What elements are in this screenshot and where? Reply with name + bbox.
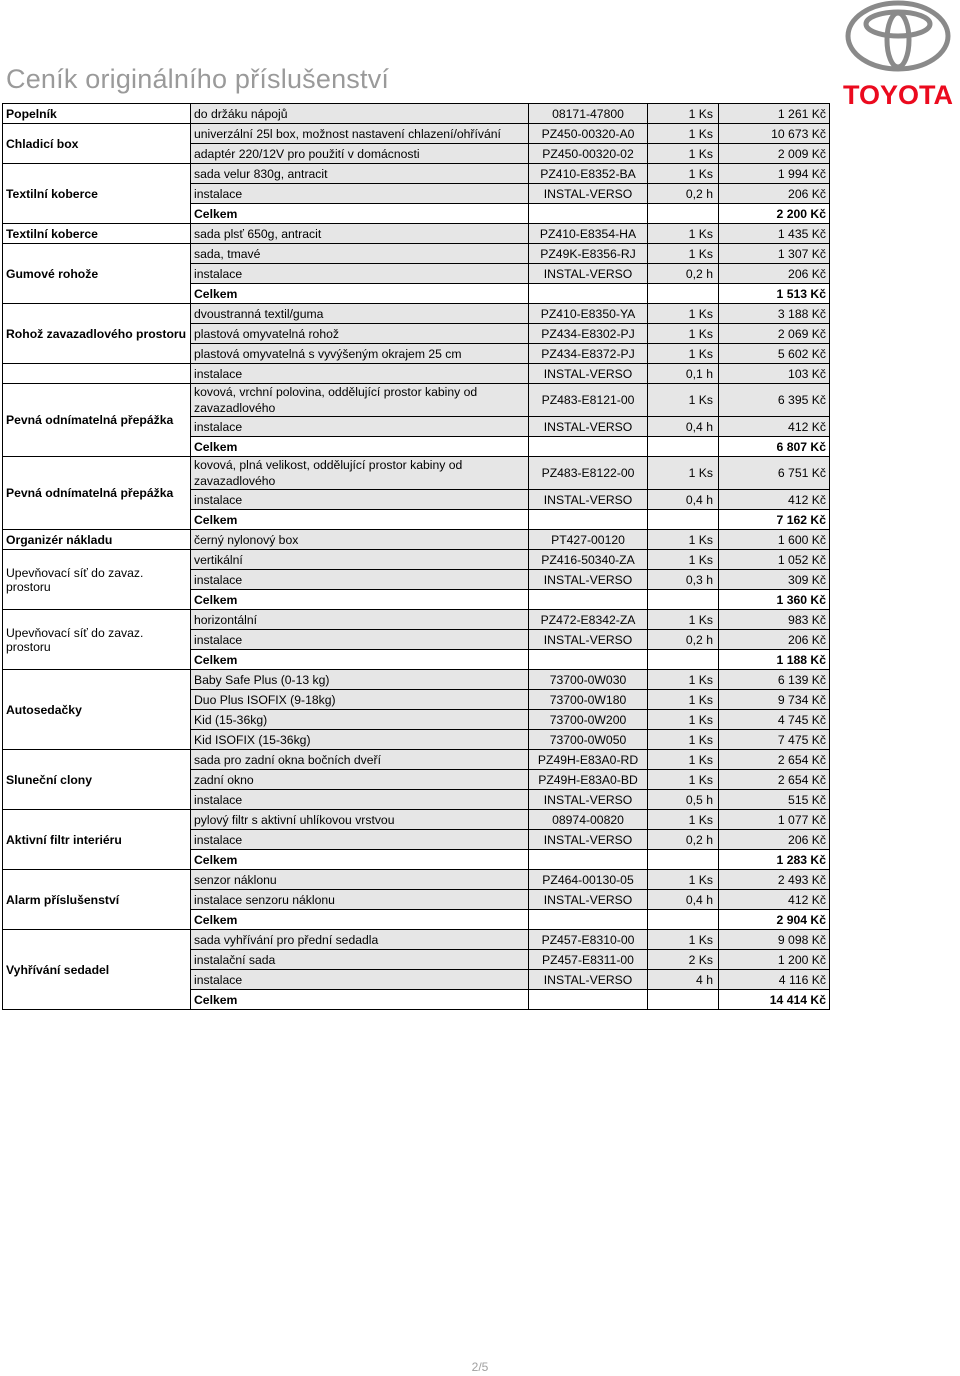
item-quantity: 2 Ks	[648, 950, 719, 970]
item-description: kovová, vrchní polovina, oddělující prostor kabiny od zavazadlového	[191, 384, 529, 417]
item-price: 10 673 Kč	[719, 124, 830, 144]
item-price: 1 307 Kč	[719, 244, 830, 264]
table-row	[3, 530, 830, 550]
item-price: 6 751 Kč	[719, 457, 830, 490]
item-price: 2 200 Kč	[719, 204, 830, 224]
item-description: Kid (15-36kg)	[191, 710, 529, 730]
item-code: 73700-0W180	[529, 690, 648, 710]
table-row	[3, 124, 830, 144]
item-code: INSTAL-VERSO	[529, 490, 648, 510]
item-price: 1 283 Kč	[719, 850, 830, 870]
item-quantity	[648, 650, 719, 670]
item-quantity	[648, 204, 719, 224]
item-quantity: 0,4 h	[648, 490, 719, 510]
item-quantity: 1 Ks	[648, 810, 719, 830]
item-price: 6 395 Kč	[719, 384, 830, 417]
item-code: INSTAL-VERSO	[529, 364, 648, 384]
table-row	[3, 364, 830, 384]
item-description: instalace	[191, 570, 529, 590]
item-code	[529, 650, 648, 670]
item-quantity	[648, 850, 719, 870]
item-quantity: 1 Ks	[648, 104, 719, 124]
item-description: instalace	[191, 790, 529, 810]
item-price: 6 807 Kč	[719, 437, 830, 457]
item-description: Celkem	[191, 910, 529, 930]
item-price: 2 904 Kč	[719, 910, 830, 930]
item-quantity: 1 Ks	[648, 164, 719, 184]
item-price: 3 188 Kč	[719, 304, 830, 324]
item-code: PZ457-E8310-00	[529, 930, 648, 950]
item-price: 7 475 Kč	[719, 730, 830, 750]
item-price: 412 Kč	[719, 490, 830, 510]
group-label: Chladicí box	[3, 124, 191, 164]
item-quantity: 4 h	[648, 970, 719, 990]
item-price: 1 261 Kč	[719, 104, 830, 124]
item-code	[529, 284, 648, 304]
item-description: Kid ISOFIX (15-36kg)	[191, 730, 529, 750]
group-label: Upevňovací síť do zavaz. prostoru	[3, 550, 191, 610]
item-description: instalace	[191, 970, 529, 990]
item-description: plastová omyvatelná s vyvýšeným okrajem 25 cm	[191, 344, 529, 364]
item-quantity: 1 Ks	[648, 224, 719, 244]
item-price: 2 493 Kč	[719, 870, 830, 890]
item-description: Duo Plus ISOFIX (9-18kg)	[191, 690, 529, 710]
item-description: instalace	[191, 364, 529, 384]
item-price: 4 745 Kč	[719, 710, 830, 730]
item-code: INSTAL-VERSO	[529, 790, 648, 810]
item-quantity: 0,2 h	[648, 184, 719, 204]
item-quantity: 1 Ks	[648, 610, 719, 630]
page-title: Ceník originálního příslušenství	[6, 64, 390, 94]
item-description: horizontální	[191, 610, 529, 630]
item-description: Celkem	[191, 284, 529, 304]
item-quantity: 0,1 h	[648, 364, 719, 384]
item-code: PZ457-E8311-00	[529, 950, 648, 970]
item-code: PZ49K-E8356-RJ	[529, 244, 648, 264]
item-price: 5 602 Kč	[719, 344, 830, 364]
item-quantity: 1 Ks	[648, 530, 719, 550]
item-description: senzor náklonu	[191, 870, 529, 890]
item-price: 2 009 Kč	[719, 144, 830, 164]
price-table	[2, 103, 830, 1010]
item-code: INSTAL-VERSO	[529, 970, 648, 990]
item-code: PZ49H-E83A0-BD	[529, 770, 648, 790]
toyota-logo	[836, 0, 960, 108]
item-price: 1 600 Kč	[719, 530, 830, 550]
group-label: Upevňovací síť do zavaz. prostoru	[3, 610, 191, 670]
item-code: INSTAL-VERSO	[529, 830, 648, 850]
item-description: instalace	[191, 417, 529, 437]
item-code: PT427-00120	[529, 530, 648, 550]
item-code: 73700-0W030	[529, 670, 648, 690]
item-price: 206 Kč	[719, 830, 830, 850]
item-quantity: 0,2 h	[648, 830, 719, 850]
item-price: 1 077 Kč	[719, 810, 830, 830]
item-code: PZ483-E8121-00	[529, 384, 648, 417]
table-row	[3, 384, 830, 417]
item-description: Celkem	[191, 204, 529, 224]
group-label: Autosedačky	[3, 670, 191, 750]
item-description: pylový filtr s aktivní uhlíkovou vrstvou	[191, 810, 529, 830]
item-description: sada vyhřívání pro přední sedadla	[191, 930, 529, 950]
item-description: Baby Safe Plus (0-13 kg)	[191, 670, 529, 690]
item-price: 515 Kč	[719, 790, 830, 810]
item-price: 206 Kč	[719, 184, 830, 204]
item-description: černý nylonový box	[191, 530, 529, 550]
item-code: PZ410-E8350-YA	[529, 304, 648, 324]
item-quantity: 0,4 h	[648, 417, 719, 437]
item-description: sada, tmavé	[191, 244, 529, 264]
group-label: Pevná odnímatelná přepážka	[3, 384, 191, 457]
item-code: PZ434-E8302-PJ	[529, 324, 648, 344]
item-code	[529, 510, 648, 530]
item-quantity	[648, 590, 719, 610]
item-description: instalace	[191, 264, 529, 284]
item-quantity: 1 Ks	[648, 870, 719, 890]
item-quantity: 0,2 h	[648, 264, 719, 284]
item-quantity: 1 Ks	[648, 457, 719, 490]
item-code	[529, 990, 648, 1010]
item-price: 9 098 Kč	[719, 930, 830, 950]
item-description: instalace	[191, 830, 529, 850]
group-label: Organizér nákladu	[3, 530, 191, 550]
item-quantity: 1 Ks	[648, 690, 719, 710]
item-price: 103 Kč	[719, 364, 830, 384]
item-price: 2 069 Kč	[719, 324, 830, 344]
item-quantity: 1 Ks	[648, 384, 719, 417]
item-price: 1 188 Kč	[719, 650, 830, 670]
item-code	[529, 204, 648, 224]
group-label: Pevná odnímatelná přepážka	[3, 457, 191, 530]
item-price: 309 Kč	[719, 570, 830, 590]
table-row	[3, 550, 830, 570]
table-row	[3, 870, 830, 890]
group-label: Sluneční clony	[3, 750, 191, 810]
item-code: INSTAL-VERSO	[529, 184, 648, 204]
item-description: Celkem	[191, 650, 529, 670]
table-row	[3, 670, 830, 690]
item-price: 2 654 Kč	[719, 770, 830, 790]
table-row	[3, 457, 830, 490]
item-description: adaptér 220/12V pro použití v domácnosti	[191, 144, 529, 164]
item-description: plastová omyvatelná rohož	[191, 324, 529, 344]
group-label: Vyhřívání sedadel	[3, 930, 191, 1010]
item-price: 1 513 Kč	[719, 284, 830, 304]
item-code: PZ416-50340-ZA	[529, 550, 648, 570]
table-row	[3, 304, 830, 324]
item-description: sada velur 830g, antracit	[191, 164, 529, 184]
item-description: vertikální	[191, 550, 529, 570]
group-label: Rohož zavazadlového prostoru	[3, 304, 191, 364]
item-code	[529, 910, 648, 930]
table-row	[3, 244, 830, 264]
item-quantity	[648, 284, 719, 304]
item-price: 412 Kč	[719, 890, 830, 910]
item-description: univerzální 25l box, možnost nastavení chlazení/ohřívání	[191, 124, 529, 144]
item-quantity: 0,5 h	[648, 790, 719, 810]
item-description: sada pro zadní okna bočních dveří	[191, 750, 529, 770]
item-quantity: 1 Ks	[648, 124, 719, 144]
item-code: PZ450-00320-02	[529, 144, 648, 164]
item-quantity: 1 Ks	[648, 550, 719, 570]
item-quantity: 1 Ks	[648, 304, 719, 324]
item-price: 1 200 Kč	[719, 950, 830, 970]
item-code: 08171-47800	[529, 104, 648, 124]
item-price: 4 116 Kč	[719, 970, 830, 990]
item-code: PZ450-00320-A0	[529, 124, 648, 144]
item-price: 1 435 Kč	[719, 224, 830, 244]
item-description: Celkem	[191, 850, 529, 870]
item-price: 206 Kč	[719, 630, 830, 650]
item-description: Celkem	[191, 590, 529, 610]
group-label	[3, 364, 191, 384]
table-row	[3, 810, 830, 830]
item-quantity: 1 Ks	[648, 930, 719, 950]
table-row	[3, 224, 830, 244]
item-code	[529, 850, 648, 870]
item-code: PZ483-E8122-00	[529, 457, 648, 490]
item-code: 08974-00820	[529, 810, 648, 830]
item-description: instalace	[191, 630, 529, 650]
item-quantity: 1 Ks	[648, 770, 719, 790]
item-code: PZ434-E8372-PJ	[529, 344, 648, 364]
item-quantity	[648, 510, 719, 530]
item-quantity: 1 Ks	[648, 710, 719, 730]
item-description: dvoustranná textil/guma	[191, 304, 529, 324]
item-price: 1 994 Kč	[719, 164, 830, 184]
item-quantity	[648, 990, 719, 1010]
table-row	[3, 610, 830, 630]
item-price: 983 Kč	[719, 610, 830, 630]
group-label: Popelník	[3, 104, 191, 124]
item-quantity: 1 Ks	[648, 324, 719, 344]
item-code: PZ410-E8354-HA	[529, 224, 648, 244]
item-quantity: 1 Ks	[648, 730, 719, 750]
item-description: instalace	[191, 184, 529, 204]
item-price: 206 Kč	[719, 264, 830, 284]
item-code: PZ49H-E83A0-RD	[529, 750, 648, 770]
item-description: zadní okno	[191, 770, 529, 790]
item-code: 73700-0W200	[529, 710, 648, 730]
item-code: INSTAL-VERSO	[529, 570, 648, 590]
item-code	[529, 590, 648, 610]
group-label: Gumové rohože	[3, 244, 191, 304]
item-description: sada plsť 650g, antracit	[191, 224, 529, 244]
item-description: instalační sada	[191, 950, 529, 970]
item-price: 1 360 Kč	[719, 590, 830, 610]
item-code: INSTAL-VERSO	[529, 417, 648, 437]
item-price: 6 139 Kč	[719, 670, 830, 690]
group-label: Textilní koberce	[3, 224, 191, 244]
toyota-emblem-icon	[836, 0, 960, 108]
item-price: 7 162 Kč	[719, 510, 830, 530]
item-quantity: 1 Ks	[648, 344, 719, 364]
item-price: 1 052 Kč	[719, 550, 830, 570]
item-description: Celkem	[191, 437, 529, 457]
group-label: Aktivní filtr interiéru	[3, 810, 191, 870]
item-quantity	[648, 437, 719, 457]
item-price: 2 654 Kč	[719, 750, 830, 770]
item-code: INSTAL-VERSO	[529, 890, 648, 910]
item-quantity: 0,4 h	[648, 890, 719, 910]
group-label: Alarm příslušenství	[3, 870, 191, 930]
item-code: INSTAL-VERSO	[529, 264, 648, 284]
item-quantity	[648, 910, 719, 930]
page-number: 2/5	[471, 1360, 489, 1374]
item-description: kovová, plná velikost, oddělující prostor kabiny od zavazadlového	[191, 457, 529, 490]
item-quantity: 1 Ks	[648, 144, 719, 164]
item-quantity: 0,3 h	[648, 570, 719, 590]
item-code: INSTAL-VERSO	[529, 630, 648, 650]
item-quantity: 0,2 h	[648, 630, 719, 650]
item-quantity: 1 Ks	[648, 670, 719, 690]
item-code	[529, 437, 648, 457]
item-quantity: 1 Ks	[648, 750, 719, 770]
item-description: instalace	[191, 490, 529, 510]
item-code: PZ410-E8352-BA	[529, 164, 648, 184]
item-quantity: 1 Ks	[648, 244, 719, 264]
group-label: Textilní koberce	[3, 164, 191, 224]
item-code: PZ472-E8342-ZA	[529, 610, 648, 630]
table-row	[3, 750, 830, 770]
logo-wordmark: TOYOTA	[842, 80, 954, 108]
item-description: Celkem	[191, 510, 529, 530]
table-row	[3, 164, 830, 184]
item-description: instalace senzoru náklonu	[191, 890, 529, 910]
item-price: 14 414 Kč	[719, 990, 830, 1010]
table-row	[3, 104, 830, 124]
table-row	[3, 930, 830, 950]
item-price: 9 734 Kč	[719, 690, 830, 710]
item-description: Celkem	[191, 990, 529, 1010]
item-price: 412 Kč	[719, 417, 830, 437]
item-description: do držáku nápojů	[191, 104, 529, 124]
item-code: PZ464-00130-05	[529, 870, 648, 890]
item-code: 73700-0W050	[529, 730, 648, 750]
